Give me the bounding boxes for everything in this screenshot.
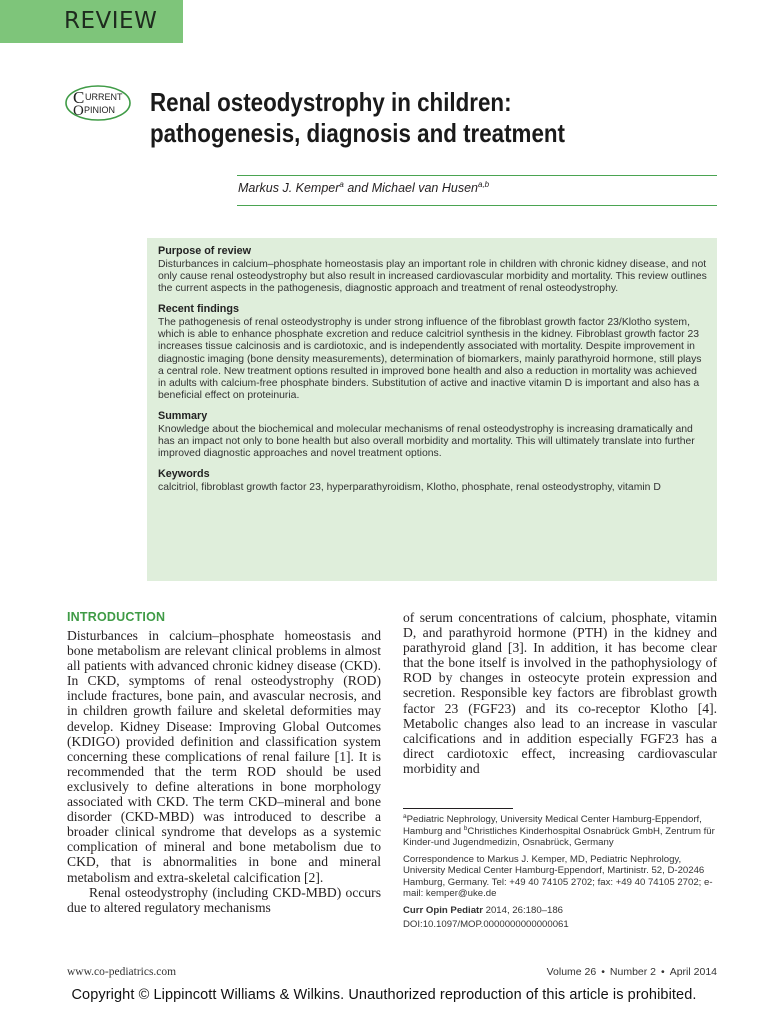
purpose-text: Disturbances in calcium–phosphate homeostasis play an important role in children with chronic kidney disease, and not only cause renal osteodystrophy but also result in increased cardiovascular morbidity and mortality. This review outlines the current aspects in the pathogenesis, diagnostic approach and treatment of renal osteodystrophy. [158,259,707,295]
review-section-tab: REVIEW [0,0,183,43]
purpose-heading: Purpose of review [158,245,252,257]
issue-number-label: Number 2 [609,966,657,978]
copyright-notice: Copyright © Lippincott Williams & Wilkins. Unauthorized reproduction of this article is prohibited. [71,987,697,1003]
doi-link[interactable]: DOI:10.1097/MOP.0000000000000061 [403,919,569,930]
bullet-separator: • [601,966,605,978]
author-line [238,181,489,195]
intro-paragraph-2: Renal osteodystrophy (including CKD-MBD) occurs due to altered regulatory mechanisms [67,884,381,915]
author-rule-bottom [237,205,717,206]
body-column-right [403,610,717,776]
issue-info [547,966,717,978]
findings-heading: Recent findings [158,303,239,316]
correspondence-text: Correspondence to Markus J. Kemper, MD, Pediatric Nephrology, University Medical Center Hamburg-Eppendorf, Martinistr. 52, D-20246 Hamburg, Germany. Tel: +49 40 74105 2702; fax: +49 40 74105 2702; e-mail: kemper@uke.de [403,853,713,899]
author-name: Michael van Husen [371,181,478,195]
keywords-text: calcitriol, fibroblast growth factor 23, hyperparathyroidism, Klotho, phosphate, renal osteodystrophy, vitamin D [158,482,661,494]
summary-text: Knowledge about the biochemical and molecular mechanisms of renal osteodystrophy is increasing dramatically and has an impact not only to bone health but also overall morbidity and mortality. This will ultimately translate into further improved diagnostic approaches and novel treatment options. [158,423,695,460]
logo-word-bottom: PINION [84,105,116,115]
author-name: Markus J. Kemper [238,181,340,195]
journal-name: Curr Opin Pediatr [403,904,483,916]
body-column-left [67,610,381,915]
current-opinion-logo [64,83,132,123]
logo-letter-c: C [73,88,85,107]
affiliation-text [403,814,717,849]
author-joiner: and [343,181,372,195]
keywords-heading: Keywords [158,468,210,481]
affil-sup-b: b [463,824,468,832]
journal-website-link[interactable]: www.co-pediatrics.com [67,966,177,978]
introduction-heading: INTRODUCTION [67,610,166,624]
author-affil-sup: a [339,179,344,189]
citation-detail: 2014, 26:180–186 [482,904,563,916]
footnote-rule [403,808,513,809]
issue-date-label: April 2014 [669,966,717,978]
citation-line [403,905,717,917]
logo-letter-o: O [73,103,84,119]
affiliation-a: Pediatric Nephrology, University Medical Center Hamburg-Eppendorf, Hamburg and [403,814,702,837]
author-affil-sup: a,b [478,179,490,189]
summary-heading: Summary [158,409,208,422]
volume-label: Volume 26 [546,966,597,978]
article-title: Renal osteodystrophy in children: pathogenesis, diagnosis and treatment [150,87,565,148]
author-rule-top [237,175,717,176]
affiliations-block [403,814,717,936]
affiliation-b: Christliches Kinderhospital Osnabrück GmbH, Zentrum für Kinder-und Jugendmedizin, Osnabrück, Germany [403,825,715,848]
intro-paragraph-1: Disturbances in calcium–phosphate homeostasis and bone metabolism are relevant clinical problems in almost all patients with advanced chronic kidney disease (CKD). In CKD, symptoms of renal osteodystrophy (ROD) include fractures, bone pain, and avascular necrosis, and in children growth failure and skeletal deformities may develop. Kidney Disease: Improving Global Outcomes (KDIGO) provided definition and classification system concerning these complications of renal failure [1]. It is recommended that the term ROD should be used exclusively to define alterations in bone morphology associated with CKD. The term CKD–mineral and bone disorder (CKD-MBD) was introduced to describe a broader clinical syndrome that develops as a systemic complication of mineral and bone metabolism due to CKD, that is abnormalities in bone and mineral metabolism and extra-skeletal calcification [2]. [67,628,381,885]
logo-word-top: URRENT [85,92,123,102]
abstract-box [147,238,717,581]
findings-text: The pathogenesis of renal osteodystrophy is under strong influence of the fibroblast growth factor 23/Klotho system, which is able to enhance phosphate excretion and reduce calcitriol synthesis in the kidney. Fibroblast growth factor 23 increases tissue calcinosis and is cardiotoxic, and is independently associated with mortality. Despite improvement in diagnostic imaging (bone density measurements), determination of biomarkers, mainly parathyroid hormone, still plays a central role. New treatment options resulted in improved bone health and also a reduction in mortality was achieved in adults with calcium-free phosphate binders. Substitution of active and inactive vitamin D is important and also has a beneficial effect on proteinuria. [158,317,702,401]
intro-paragraph-continued: of serum concentrations of calcium, phosphate, vitamin D, and parathyroid hormone (PTH) in the kidney and parathyroid gland [3]. In addition, it has become clear that the bone itself is involved in the pathophysiology of ROD by changes in osteocyte protein expression and secretion. Responsible key factors are fibroblast growth factor 23 (FGF23) and its co-receptor Klotho [4]. Metabolic changes also lead to an increase in vascular calcifications and in addition especially FGF23 has a direct cardiotoxic effect, increasing cardiovascular morbidity and [403,610,717,776]
bullet-separator: • [661,966,665,978]
affil-sup-a: a [403,812,407,820]
